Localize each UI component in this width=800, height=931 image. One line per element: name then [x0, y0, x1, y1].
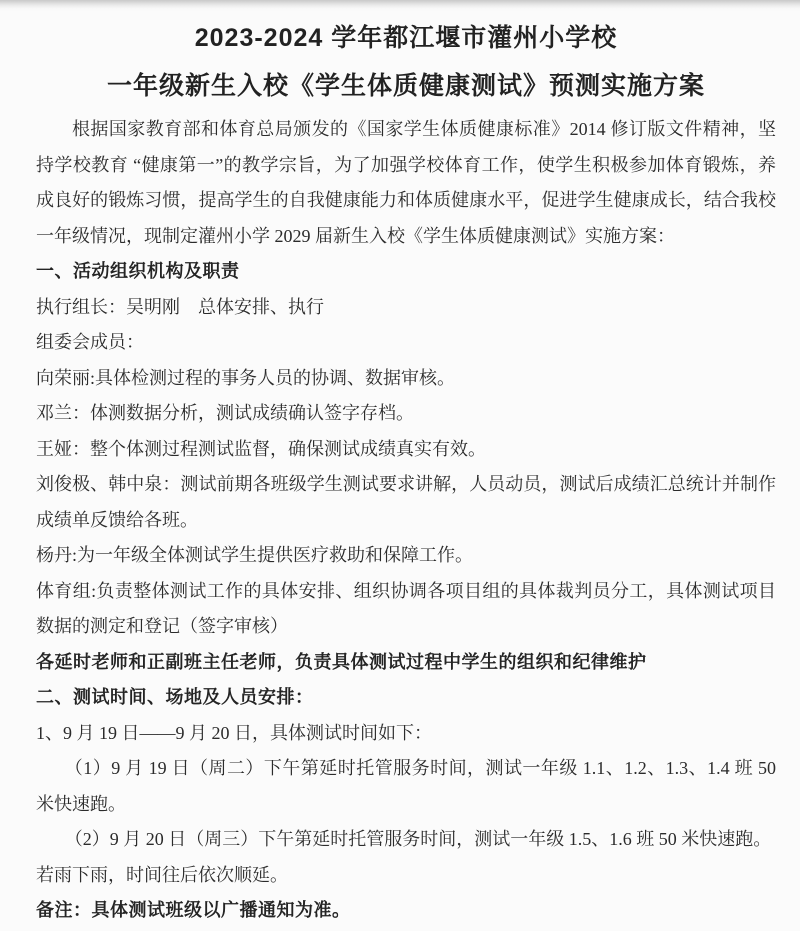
exec-leader-line: 执行组长：吴明刚 总体安排、执行	[36, 296, 324, 317]
member-denglan-line: 邓兰：体测数据分析，测试成绩确认签字存档。	[36, 403, 414, 423]
document-title-line-2: 一年级新生入校《学生体质健康测试》预测实施方案	[106, 72, 705, 100]
section1-heading: 一、活动组织机构及职责	[36, 261, 240, 281]
member-wangya-line: 王娅：整个体测过程测试监督，确保测试成绩真实有效。	[36, 438, 486, 459]
member-yangdan-line: 杨丹:为一年级全体测试学生提供医疗救助和保障工作。	[36, 545, 473, 565]
document-content	[36, 14, 776, 929]
section2-heading: 二、测试时间、场地及人员安排：	[36, 687, 314, 707]
schedule-item-2: （2）9 月 20 日（周三）下午第延时托管服务时间，测试一年级 1.5、1.6 班 50 米快速跑。	[64, 829, 772, 849]
scan-top-edge-shading	[0, 0, 800, 11]
member-sports-group-line: 体育组:负责整体测试工作的具体安排、组织协调各项目组的具体裁判员分工，具体测试项目数据的测定和登记（签字审核）	[36, 580, 776, 636]
rain-note-line: 若雨下雨，时间往后依次顺延。	[36, 864, 288, 885]
committee-label-line: 组委会成员：	[36, 332, 144, 352]
intro-paragraph: 根据国家教育部和体育总局颁发的《国家学生体质健康标准》2014 修订版文件精神，坚持学校教育 “健康第一”的教学宗旨，为了加强学校体育工作，使学生积极参加体育锻炼，养成良好的锻炼习惯，提高学生的自我健康能力和体质健康水平，促进学生健康成长，结合我校一年级情况，现制定灌州小学 2029 届新生入校《学生体质健康测试》实施方案：	[36, 119, 776, 246]
teachers-duty-line: 各延时老师和正副班主任老师，负责具体测试过程中学生的组织和纪律维护	[36, 651, 647, 672]
member-xiangrongli-line: 向荣丽:具体检测过程的事务人员的协调、数据审核。	[36, 367, 455, 388]
schedule-item-1: （1）9 月 19 日（周二）下午第延时托管服务时间，测试一年级 1.1、1.2、1.3、1.4 班 50 米快速跑。	[36, 758, 776, 814]
document-body	[36, 112, 776, 929]
document-title-line-1: 2023-2024 学年都江堰市灌州小学校	[194, 24, 618, 52]
member-liu-han-line: 刘俊极、韩中泉：测试前期各班级学生测试要求讲解，人员动员，测试后成绩汇总统计并制作成绩单反馈给各班。	[36, 474, 776, 530]
remark-line: 备注：具体测试班级以广播通知为准。	[36, 900, 351, 920]
schedule-intro-line: 1、9 月 19 日——9 月 20 日，具体测试时间如下：	[36, 722, 432, 743]
